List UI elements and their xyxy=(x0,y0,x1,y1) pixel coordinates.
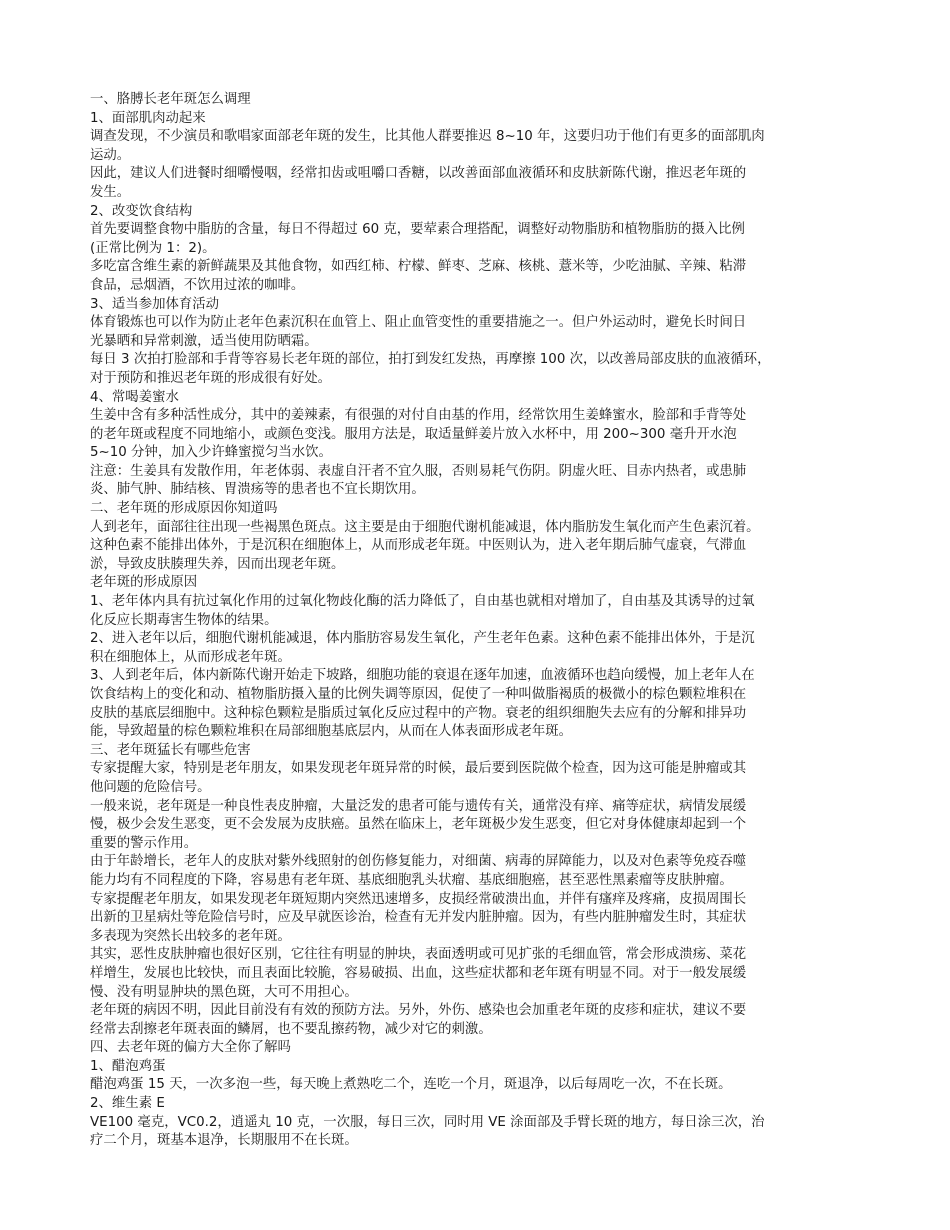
text-line: 醋泡鸡蛋 15 天，一次多泡一些，每天晚上煮熟吃二个，连吃一个月，斑退净，以后每周吃一次，不在长斑。 xyxy=(90,1077,732,1093)
text-line: 由于年龄增长，老年人的皮肤对紫外线照射的创伤修复能力，对细菌、病毒的屏障能力，以及对色素等免疫吞噬 xyxy=(90,854,747,870)
text-line: 专家提醒大家，特别是老年朋友，如果发现老年斑异常的时候，最后要到医院做个检查，因为这可能是肿瘤或其 xyxy=(90,761,747,777)
text-line: 出新的卫星病灶等危险信号时，应及早就医诊治，检查有无并发内脏肿瘤。因为，有些内脏肿瘤发生时，其症状 xyxy=(90,910,747,926)
text-line: 首先要调整食物中脂肪的含量，每日不得超过 60 克，要荤素合理搭配，调整好动物脂肪和植物脂肪的摄入比例 xyxy=(90,222,745,238)
text-line: 样增生，发展也比较快，而且表面比较脆，容易破损、出血，这些症状都和老年斑有明显不同。对于一般发展缓 xyxy=(90,965,747,981)
text-line: 皮肤的基底层细胞中。这种棕色颗粒是脂质过氧化反应过程中的产物。衰老的组织细胞失去应有的分解和排异功 xyxy=(90,705,747,721)
text-line: 积在细胞体上，从而形成老年斑。 xyxy=(90,649,291,665)
text-line: 2、进入老年以后，细胞代谢机能减退，体内脂肪容易发生氧化，产生老年色素。这种色素不能排出体外，于是沉 xyxy=(90,631,755,647)
document-body xyxy=(90,91,860,1151)
text-line: (正常比例为 1：2)。 xyxy=(90,240,216,256)
text-line: 能力均有不同程度的下降，容易患有老年斑、基底细胞乳头状瘤、基底细胞癌，甚至恶性黑素瘤等皮肤肿瘤。 xyxy=(90,872,733,888)
text-line: 每日 3 次拍打脸部和手背等容易长老年斑的部位，拍打到发红发热，再摩擦 100 次，以改善局部皮肤的血液循环， xyxy=(90,352,771,368)
text-line: 三、老年斑猛长有哪些危害 xyxy=(90,742,251,758)
text-line: 发生。 xyxy=(90,184,131,200)
text-line: 3、适当参加体育活动 xyxy=(90,296,220,312)
text-line: 一般来说，老年斑是一种良性表皮肿瘤，大量泛发的患者可能与遗传有关，通常没有痒、痛等症状，病情发展缓 xyxy=(90,798,747,814)
text-line: VE100 毫克，VC0.2，逍遥丸 10 克，一次服，每日三次，同时用 VE 涂面部及手臂长斑的地方，每日涂三次，治 xyxy=(90,1114,765,1130)
text-line: 其实，恶性皮肤肿瘤也很好区别，它往往有明显的肿块，表面透明或可见扩张的毛细血管，常会形成溃疡、菜花 xyxy=(90,947,747,963)
text-line: 经常去刮擦老年斑表面的鳞屑，也不要乱擦药物，减少对它的刺激。 xyxy=(90,1021,492,1037)
text-line: 的老年斑或程度不同地缩小，或颜色变浅。服用方法是，取适量鲜姜片放入水杯中，用 200~300 毫升开水泡 xyxy=(90,426,737,442)
text-line: 老年斑的病因不明，因此目前没有有效的预防方法。另外，外伤、感染也会加重老年斑的皮疹和症状，建议不要 xyxy=(90,1003,747,1019)
text-line: 运动。 xyxy=(90,147,131,163)
text-line: 二、老年斑的形成原因你知道吗 xyxy=(90,501,278,517)
text-line: 多吃富含维生素的新鲜蔬果及其他食物，如西红柿、柠檬、鲜枣、芝麻、核桃、薏米等，少吃油腻、辛辣、粘滞 xyxy=(90,259,747,275)
text-line: 疗二个月，斑基本退净，长期服用不在长斑。 xyxy=(90,1133,358,1149)
text-line: 体育锻炼也可以作为防止老年色素沉积在血管上、阻止血管变性的重要措施之一。但户外运动时，避免长时间日 xyxy=(90,315,747,331)
text-line: 饮食结构上的变化和动、植物脂肪摄入量的比例失调等原因，促使了一种叫做脂褐质的极微小的棕色颗粒堆积在 xyxy=(90,687,747,702)
text-line: 5~10 分钟，加入少许蜂蜜搅匀当水饮。 xyxy=(90,445,332,461)
text-line: 淤，导致皮肤腠理失养，因而出现老年斑。 xyxy=(90,556,345,572)
text-line: 他问题的危险信号。 xyxy=(90,779,211,795)
text-line: 慢、没有明显肿块的黑色斑，大可不用担心。 xyxy=(90,984,358,1000)
text-line: 炎、肺气肿、肺结核、胃溃疡等的患者也不宜长期饮用。 xyxy=(90,482,425,498)
text-line: 1、老年体内具有抗过氧化作用的过氧化物歧化酶的活力降低了，自由基也就相对增加了，自由基及其诱导的过氧 xyxy=(90,594,755,610)
text-line: 2、改变饮食结构 xyxy=(90,203,193,219)
text-line: 1、醋泡鸡蛋 xyxy=(90,1058,166,1074)
text-line: 多表现为突然长出较多的老年斑。 xyxy=(90,928,291,944)
text-line: 食品，忌烟酒，不饮用过浓的咖啡。 xyxy=(90,277,305,293)
text-line: 2、维生素 E xyxy=(90,1096,165,1112)
text-line: 老年斑的形成原因 xyxy=(90,575,198,591)
text-line: 调查发现，不少演员和歌唱家面部老年斑的发生，比其他人群要推迟 8~10 年，这要归功于他们有更多的面部肌肉 xyxy=(90,129,765,145)
text-line: 专家提醒老年朋友，如果发现老年斑短期内突然迅速增多，皮损经常破溃出血，并伴有瘙痒及疼痛，皮损周围长 xyxy=(90,891,747,907)
text-line: 4、常喝姜蜜水 xyxy=(90,389,179,405)
text-line: 光暴晒和异常刺激，适当使用防晒霜。 xyxy=(90,333,318,349)
text-line: 生姜中含有多种活性成分，其中的姜辣素，有很强的对付自由基的作用，经常饮用生姜蜂蜜水，脸部和手背等处 xyxy=(90,408,747,424)
text-line: 因此，建议人们进餐时细嚼慢咽，经常扣齿或咀嚼口香糖，以改善面部血液循环和皮肤新陈代谢，推迟老年斑的 xyxy=(90,166,747,182)
text-line: 注意：生姜具有发散作用，年老体弱、表虚自汗者不宜久服，否则易耗气伤阴。阴虚火旺、目赤内热者，或患肺 xyxy=(90,463,747,479)
text-line: 对于预防和推迟老年斑的形成很有好处。 xyxy=(90,370,332,386)
text-line: 这种色素不能排出体外，于是沉积在细胞体上，从而形成老年斑。中医则认为，进入老年期后肺气虚衰，气滞血 xyxy=(90,538,747,554)
text-line: 能，导致超量的棕色颗粒堆积在局部细胞基底层内，从而在人体表面形成老年斑。 xyxy=(90,724,573,740)
text-line: 四、去老年斑的偏方大全你了解吗 xyxy=(90,1040,291,1056)
text-line: 慢，极少会发生恶变，更不会发展为皮肤癌。虽然在临床上，老年斑极少发生恶变，但它对身体健康却起到一个 xyxy=(90,817,747,833)
text-line: 人到老年，面部往往出现一些褐黑色斑点。这主要是由于细胞代谢机能减退，体内脂肪发生氧化而产生色素沉着。 xyxy=(90,519,760,535)
text-line: 1、面部肌肉动起来 xyxy=(90,110,206,126)
text-line: 3、人到老年后，体内新陈代谢开始走下坡路，细胞功能的衰退在逐年加速，血液循环也趋向缓慢，加上老年人在 xyxy=(90,668,755,684)
text-line: 化反应长期毒害生物体的结果。 xyxy=(90,612,278,628)
text-line: 重要的警示作用。 xyxy=(90,835,198,851)
text-line: 一、胳膊长老年斑怎么调理 xyxy=(90,92,251,107)
